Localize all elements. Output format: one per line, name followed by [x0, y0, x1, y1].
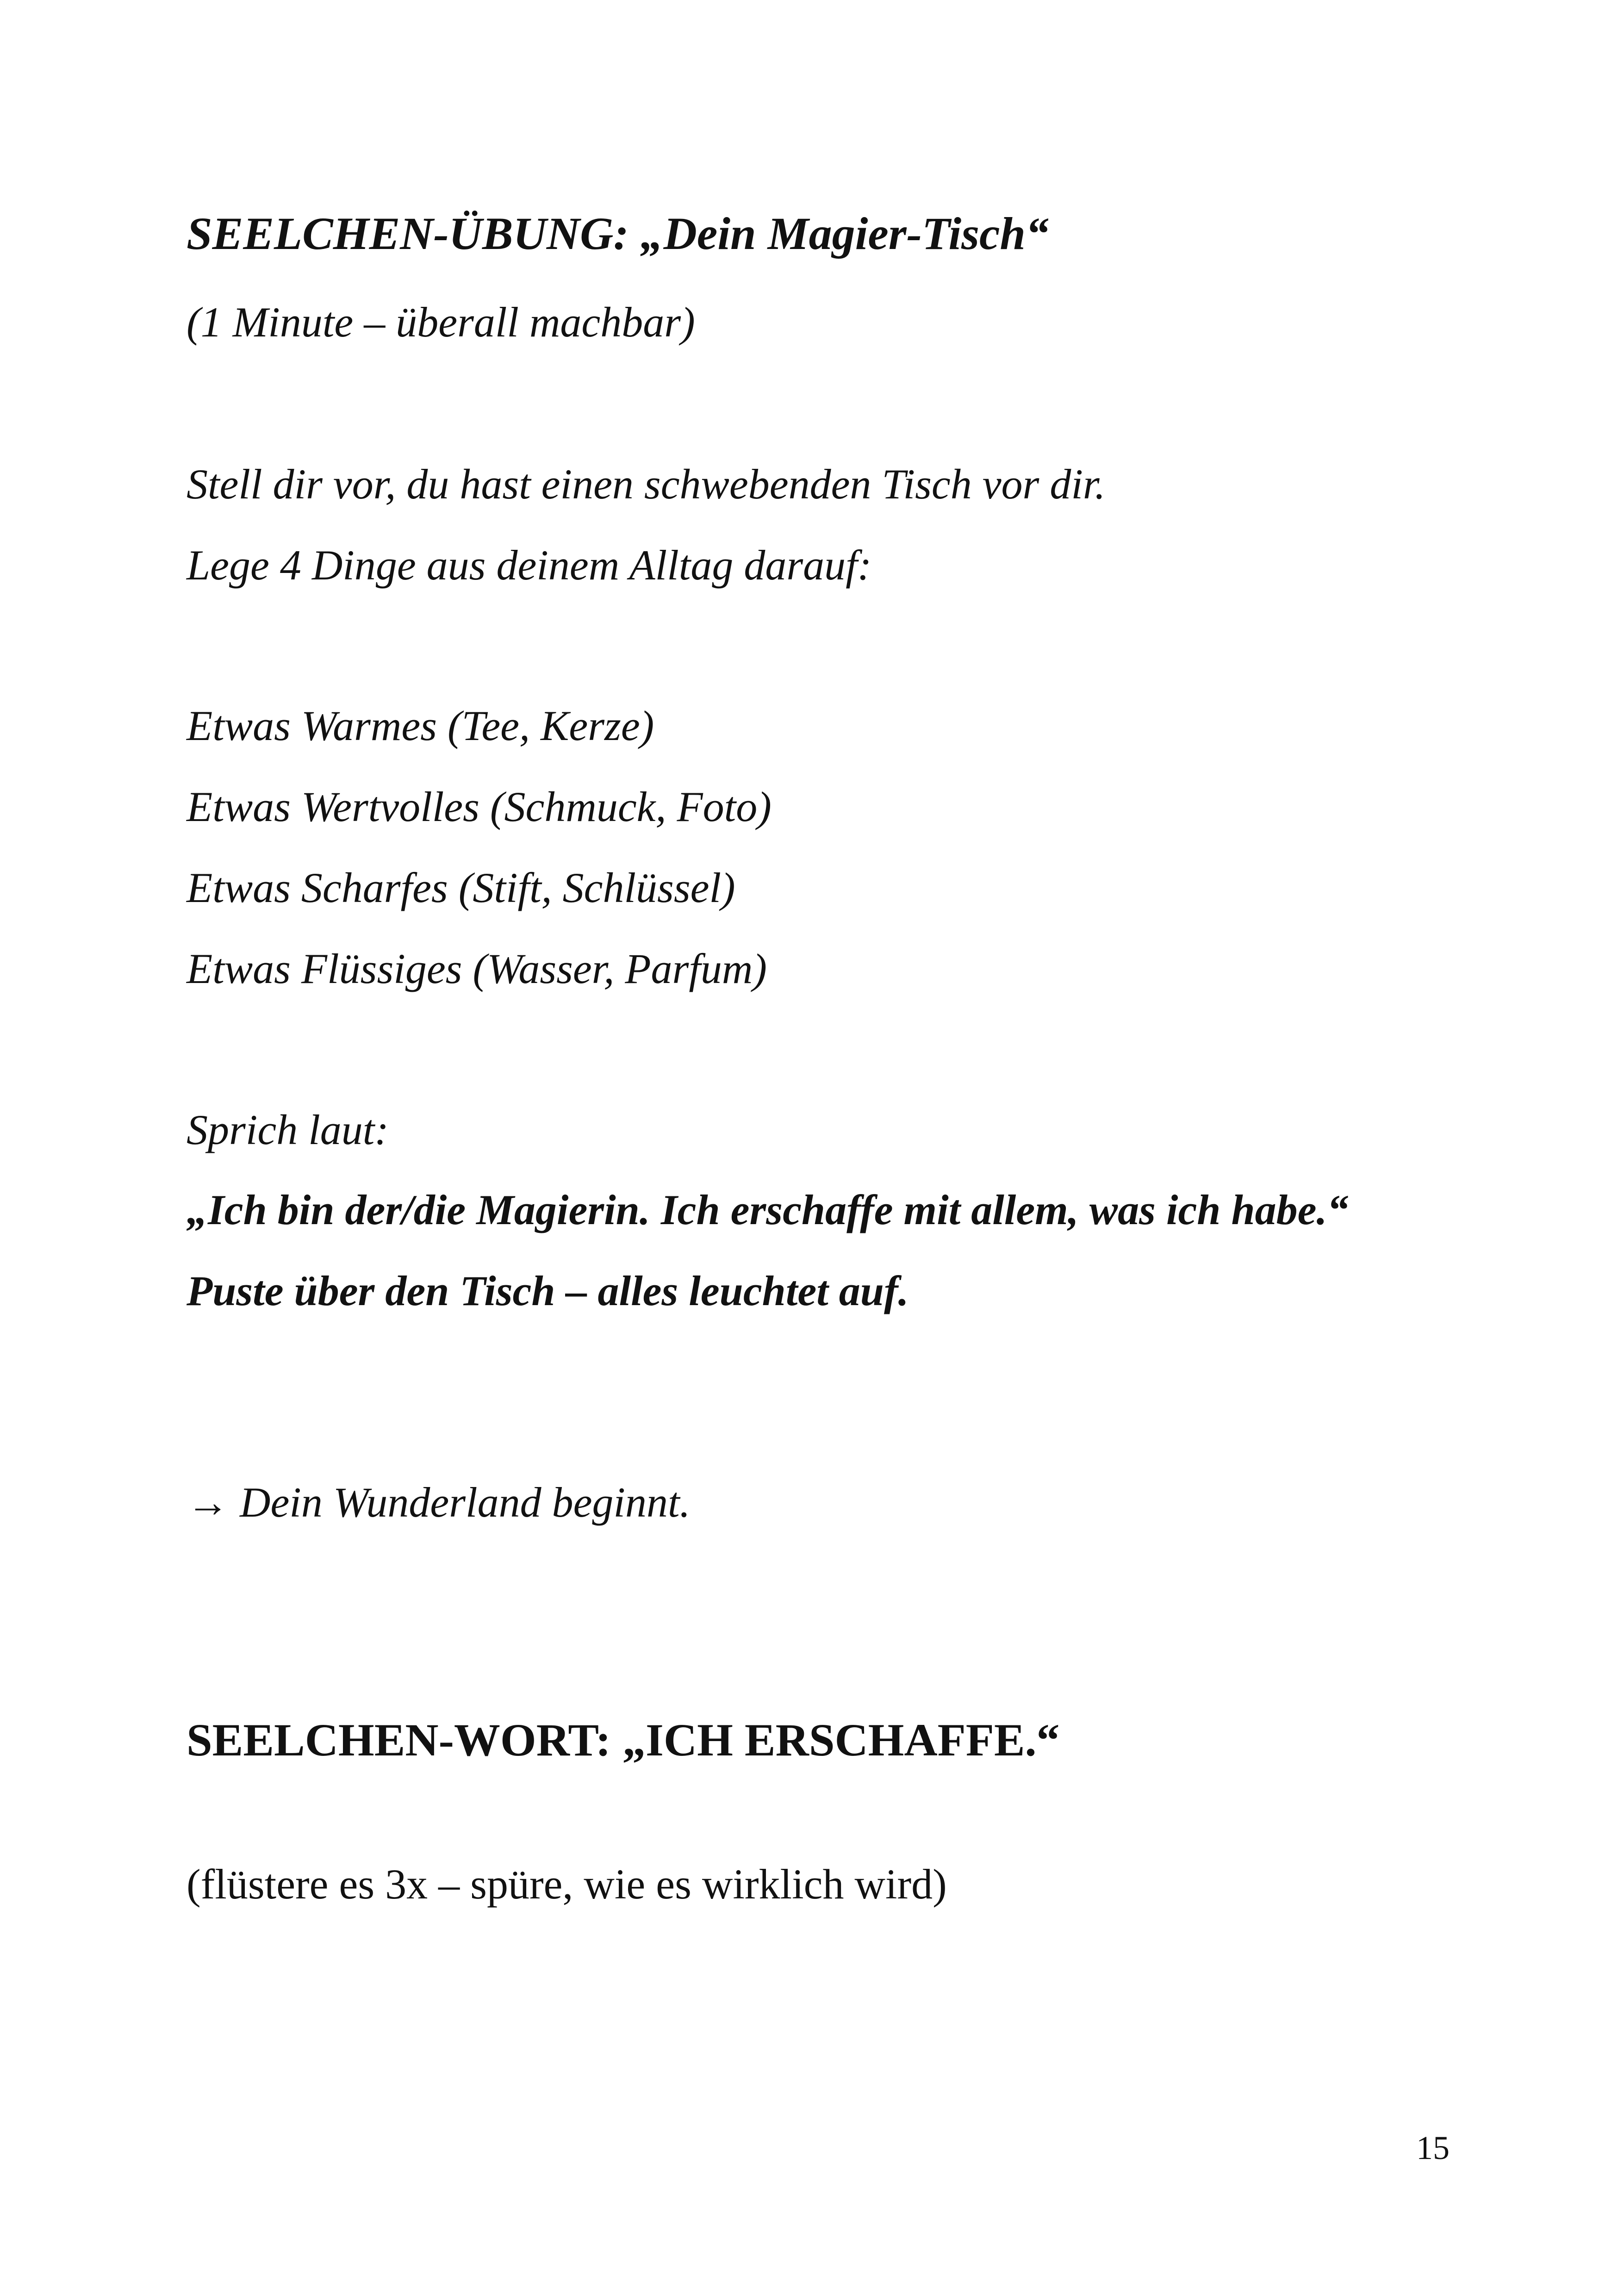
- affirmation: „Ich bin der/die Magierin. Ich erschaffe mit allem, was ich habe.“: [187, 1186, 1349, 1233]
- exercise-subtitle: (1 Minute – überall machbar): [187, 299, 695, 346]
- page-number: 15: [1416, 2129, 1450, 2166]
- word-instruction: (flüstere es 3x – spüre, wie es wirklich wird): [187, 1860, 947, 1908]
- item-valuable: Etwas Wertvolles (Schmuck, Foto): [187, 783, 772, 830]
- action-line: Puste über den Tisch – alles leuchtet auf.: [187, 1267, 909, 1314]
- closing-line: → Dein Wunderland beginnt.: [187, 1479, 691, 1526]
- item-warm: Etwas Warmes (Tee, Kerze): [187, 702, 654, 749]
- intro-line-2: Lege 4 Dinge aus deinem Alltag darauf:: [187, 541, 872, 589]
- word-title: SEELCHEN-WORT: „ICH ERSCHAFFE.“: [187, 1714, 1060, 1766]
- item-sharp: Etwas Scharfes (Stift, Schlüssel): [187, 864, 735, 911]
- exercise-title: SEELCHEN-ÜBUNG: „Dein Magier-Tisch“: [187, 208, 1049, 259]
- item-liquid: Etwas Flüssiges (Wasser, Parfum): [187, 945, 767, 992]
- speak-prompt: Sprich laut:: [187, 1106, 389, 1153]
- intro-line-1: Stell dir vor, du hast einen schwebenden Tisch vor dir.: [187, 460, 1106, 508]
